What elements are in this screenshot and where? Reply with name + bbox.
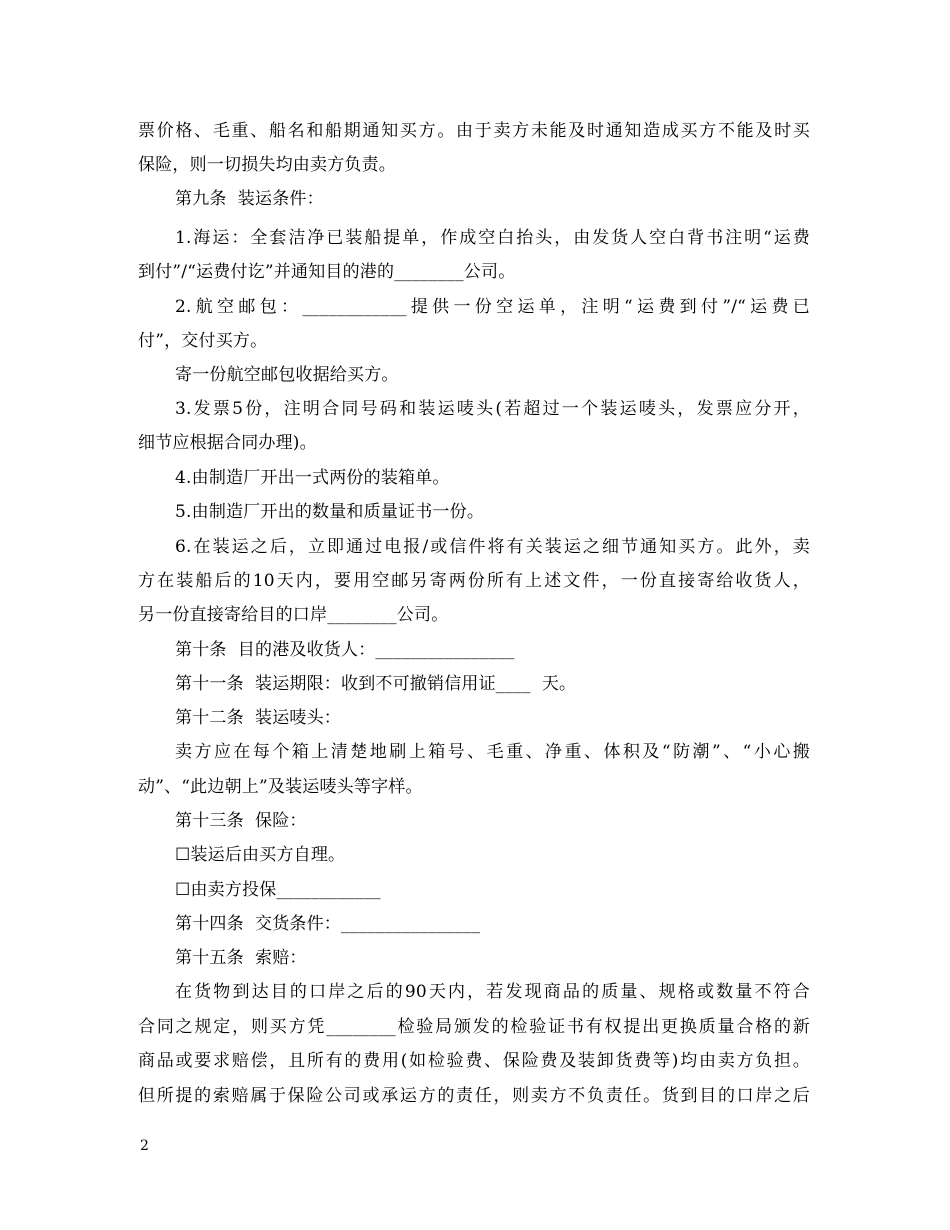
paragraph-line: 5.由制造厂开出的数量和质量证书一份。 (175, 502, 485, 522)
section-heading: 第十三条 保险： (175, 811, 307, 831)
section-heading: 第十二条 装运唛头： (175, 708, 342, 728)
paragraph-line: 动”、“此边朝上”及装运唛头等字样。 (138, 777, 423, 797)
checkbox-option: ☐装运后由买方自理。 (175, 845, 346, 865)
section-heading: 第九条 装运条件： (175, 189, 324, 209)
paragraph-line: 但所提的索赔属于保险公司或承运方的责任，则卖方不负责任。货到目的口岸之后 (138, 1086, 810, 1106)
checkbox-option: ☐由卖方投保____________ (175, 880, 381, 900)
paragraph-line: 方在装船后的10天内，要用空邮另寄两份所有上述文件，一份直接寄给收货人， (138, 571, 810, 591)
paragraph-line: 3.发票5份，注明合同号码和装运唛头(若超过一个装运唛头，发票应分开， (175, 399, 810, 419)
paragraph-line: 4.由制造厂开出一式两份的装箱单。 (175, 468, 450, 488)
paragraph-line: 1.海运：全套洁净已装船提单，作成空白抬头，由发货人空白背书注明“运费 (175, 228, 810, 248)
page-number: 2 (140, 1138, 149, 1154)
paragraph-line: 细节应根据合同办理)。 (138, 433, 317, 453)
paragraph-line: 在货物到达目的口岸之后的90天内，若发现商品的质量、规格或数量不符合 (175, 982, 810, 1002)
section-heading: 第十条 目的港及收货人：________________ (175, 640, 515, 660)
paragraph-line: 到付”/“运费付讫”并通知目的港的________公司。 (138, 262, 516, 282)
section-heading: 第十一条 装运期限：收到不可撤销信用证____ 天。 (175, 674, 577, 694)
paragraph-line: 付”，交付买方。 (138, 331, 268, 351)
paragraph-line: 票价格、毛重、船名和船期通知买方。由于卖方未能及时通知造成买方不能及时买 (138, 121, 810, 141)
section-heading: 第十四条 交货条件：________________ (175, 914, 481, 934)
paragraph-line: 卖方应在每个箱上清楚地刷上箱号、毛重、净重、体积及“防潮”、“小心搬 (175, 742, 810, 762)
paragraph-line: 合同之规定，则买方凭________检验局颁发的检验证书有权提出更换质量合格的新 (138, 1017, 810, 1037)
paragraph-line: 2.航空邮包：____________提供一份空运单，注明“运费到付”/“运费已 (175, 297, 810, 317)
section-heading: 第十五条 索赔： (175, 948, 307, 968)
paragraph-line: 6.在装运之后，立即通过电报/或信件将有关装运之细节通知买方。此外，卖 (175, 537, 810, 557)
paragraph-line: 另一份直接寄给目的口岸________公司。 (138, 605, 449, 625)
paragraph-line: 保险，则一切损失均由卖方负责。 (138, 155, 396, 175)
paragraph-line: 寄一份航空邮包收据给买方。 (175, 365, 399, 385)
paragraph-line: 商品或要求赔偿，且所有的费用(如检验费、保险费及装卸货费等)均由卖方负担。 (138, 1051, 810, 1071)
